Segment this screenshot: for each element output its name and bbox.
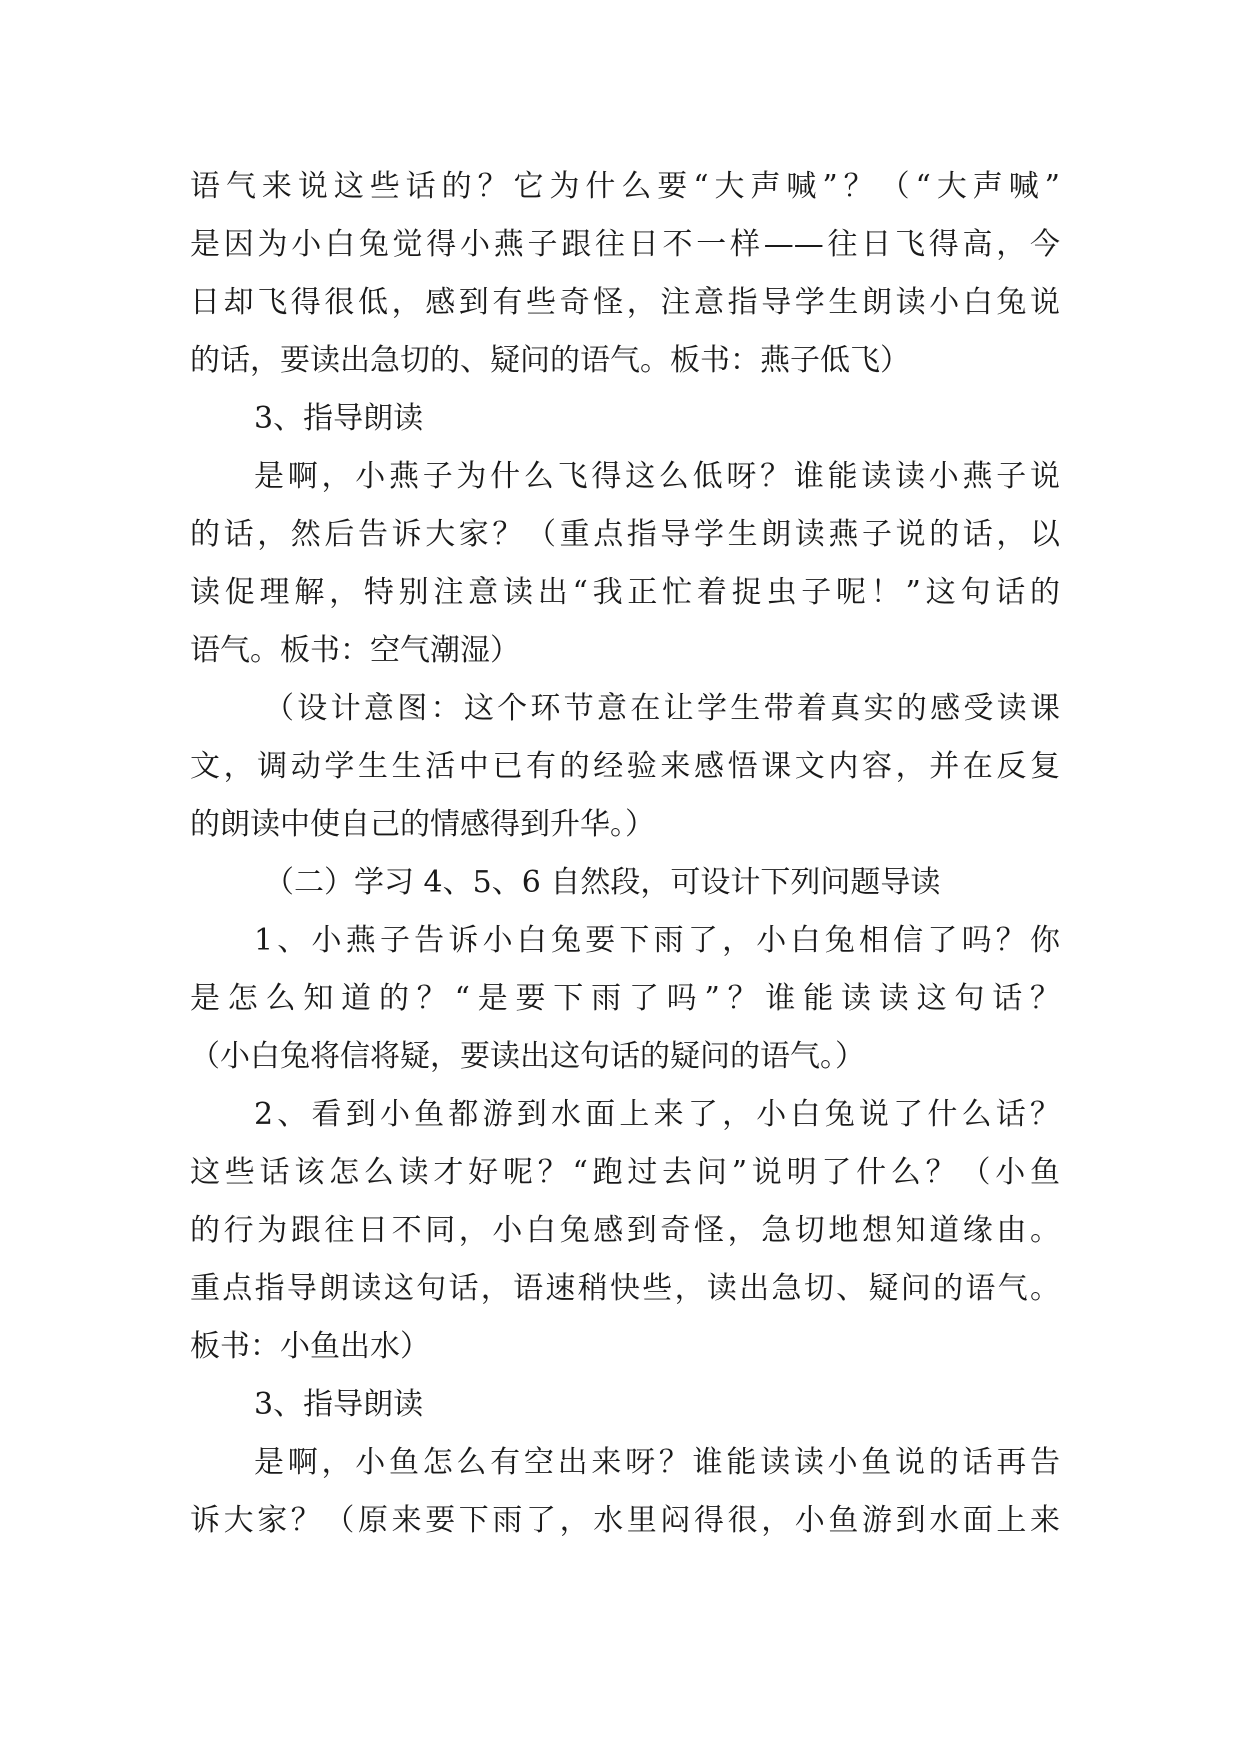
text-line: 诉大家？（原来要下雨了，水里闷得很，小鱼游到水面上来 bbox=[190, 1503, 1060, 1538]
text-line: 是啊，小燕子为什么飞得这么低呀？谁能读读小燕子说 bbox=[254, 459, 1060, 494]
text-line: 语气来说这些话的？它为什么要“大声喊”？（“大声喊” bbox=[190, 169, 1060, 204]
section-heading: 3、指导朗读 bbox=[254, 1387, 424, 1422]
text-line: 重点指导朗读这句话，语速稍快些，读出急切、疑问的语气。 bbox=[190, 1271, 1060, 1306]
body-text bbox=[190, 158, 1060, 1550]
text-line: 的话，要读出急切的、疑问的语气。板书：燕子低飞） bbox=[190, 343, 910, 378]
section-heading: 3、指导朗读 bbox=[254, 401, 424, 436]
text-line: 的朗读中使自己的情感得到升华。） bbox=[190, 807, 655, 842]
text-line: 是啊，小鱼怎么有空出来呀？谁能读读小鱼说的话再告 bbox=[254, 1445, 1060, 1480]
section-heading: （二）学习 4、5、6 自然段，可设计下列问题导读 bbox=[264, 865, 941, 900]
text-line: 的行为跟往日不同，小白兔感到奇怪，急切地想知道缘由。 bbox=[190, 1213, 1060, 1248]
text-line: 是因为小白兔觉得小燕子跟往日不一样——往日飞得高，今 bbox=[190, 227, 1060, 262]
text-line: 1、小燕子告诉小白兔要下雨了，小白兔相信了吗？你 bbox=[254, 923, 1060, 958]
text-line: 文，调动学生生活中已有的经验来感悟课文内容，并在反复 bbox=[190, 749, 1060, 784]
text-line: 语气。板书：空气潮湿） bbox=[190, 633, 520, 668]
text-line: 是怎么知道的？“是要下雨了吗”？谁能读读这句话？ bbox=[190, 981, 1060, 1016]
text-line: 这些话该怎么读才好呢？“跑过去问”说明了什么？（小鱼 bbox=[190, 1155, 1060, 1190]
text-line: （设计意图：这个环节意在让学生带着真实的感受读课 bbox=[264, 691, 1060, 726]
text-line: 板书：小鱼出水） bbox=[190, 1329, 430, 1364]
text-line: 读促理解，特别注意读出“我正忙着捉虫子呢！”这句话的 bbox=[190, 575, 1060, 610]
text-line: 的话，然后告诉大家？（重点指导学生朗读燕子说的话，以 bbox=[190, 517, 1060, 552]
text-line: 日却飞得很低，感到有些奇怪，注意指导学生朗读小白兔说 bbox=[190, 285, 1060, 320]
text-line: （小白兔将信将疑，要读出这句话的疑问的语气。） bbox=[190, 1039, 865, 1074]
text-line: 2、看到小鱼都游到水面上来了，小白兔说了什么话？ bbox=[254, 1097, 1060, 1132]
